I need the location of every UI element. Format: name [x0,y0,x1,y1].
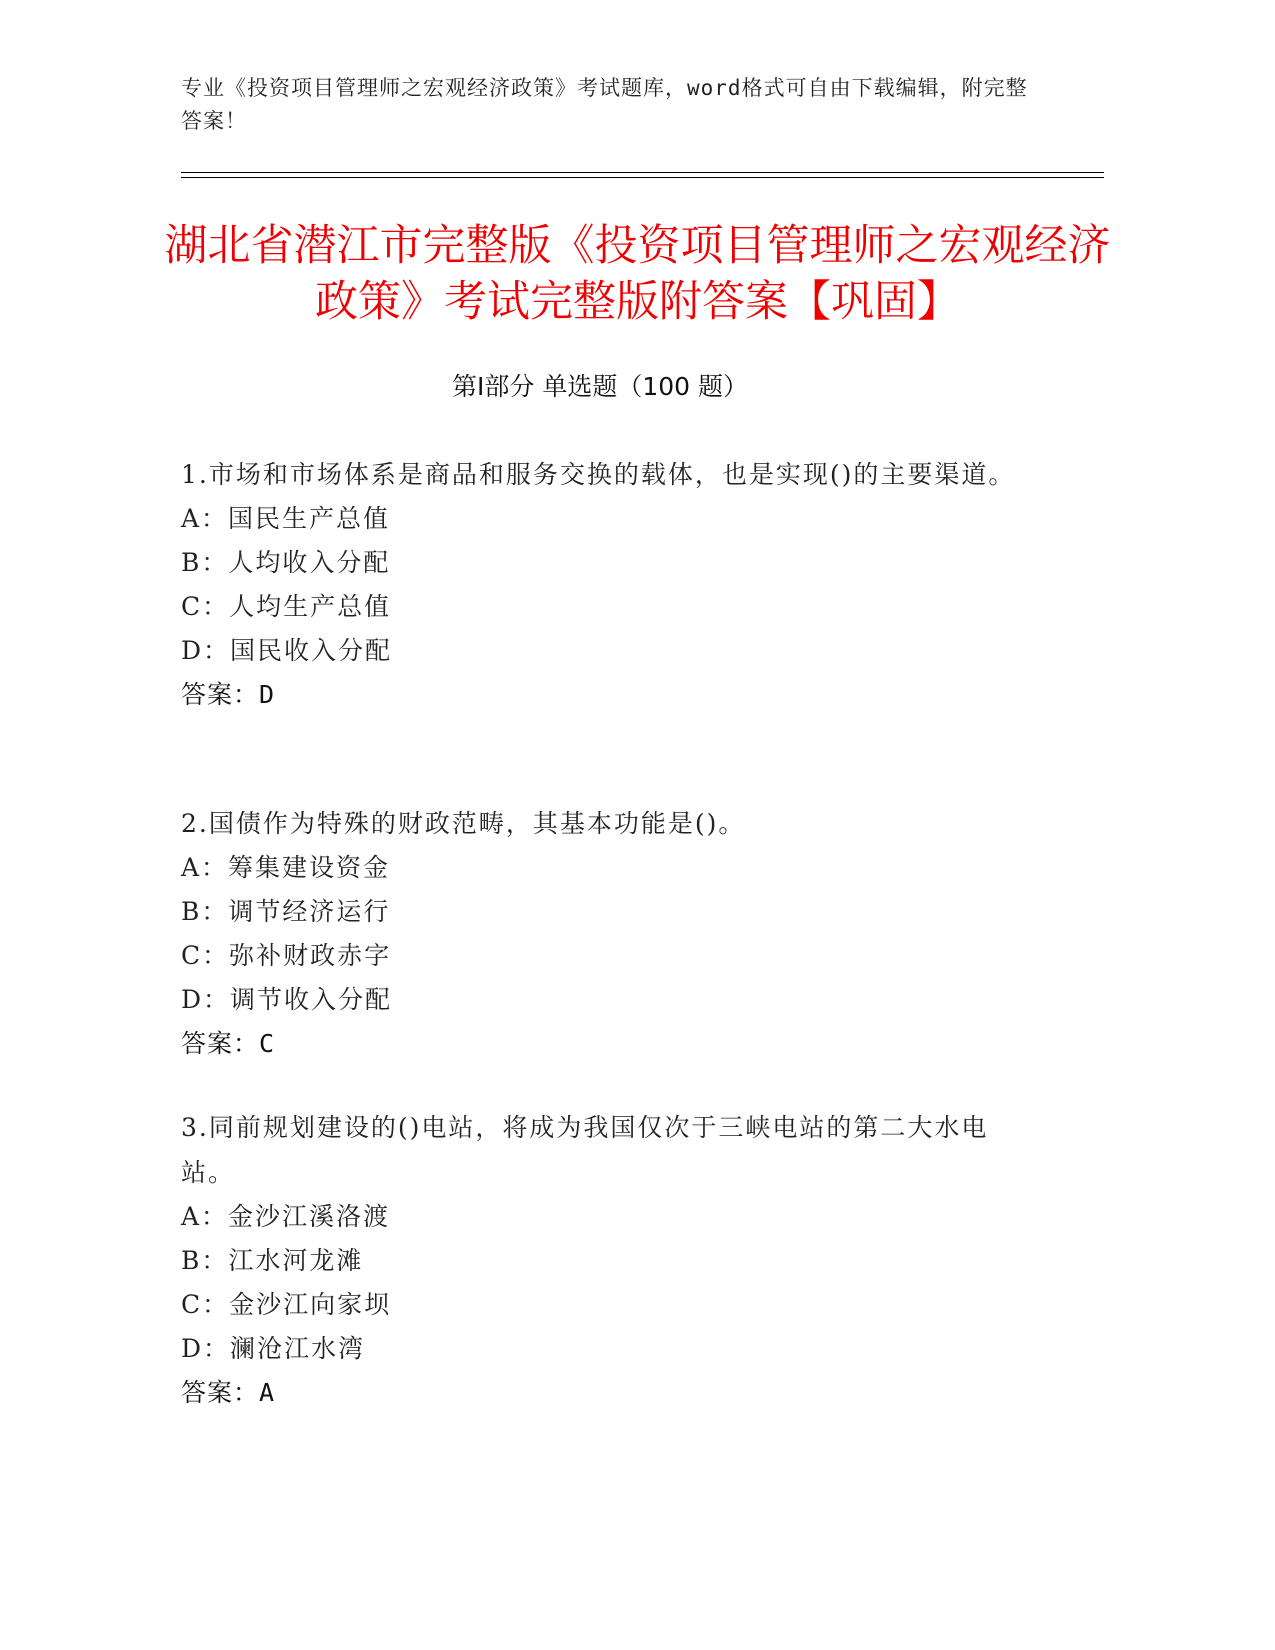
answer-label: 答案： [181,1378,260,1407]
option-a: A：国民生产总值 [181,504,391,533]
option-d: D：国民收入分配 [181,636,393,665]
question-stem: 3.同前规划建设的()电站，将成为我国仅次于三峡电站的第二大水电站。 [181,1113,989,1187]
header-note: 专业《投资项目管理师之宏观经济政策》考试题库，word格式可自由下载编辑，附完整答案！ [181,76,1028,133]
option-a: A：筹集建设资金 [181,853,391,882]
option-b: B：江水河龙滩 [181,1246,364,1275]
option-b: B：人均收入分配 [181,548,391,577]
option-d: D：调节收入分配 [181,985,393,1014]
document-title: 湖北省潜江市完整版《投资项目管理师之宏观经济政策》考试完整版附答案【巩固】 [164,221,1111,327]
option-c: C：人均生产总值 [181,592,392,621]
question-stem: 1.市场和市场体系是商品和服务交换的载体，也是实现()的主要渠道。 [181,460,1016,489]
answer-value: C [259,1029,276,1058]
answer-line [181,1371,1021,1415]
header-divider-bottom [181,177,1104,178]
answer-line [181,673,1021,717]
option-d: D：澜沧江水湾 [181,1334,366,1363]
answer-label: 答案： [181,1029,260,1058]
section-title: 第Ⅰ部分 单选题（100 题） [452,372,748,401]
answer-label: 答案： [181,680,260,709]
question-block [181,452,1021,717]
answer-value: A [259,1378,276,1407]
option-b: B：调节经济运行 [181,897,391,926]
option-c: C：金沙江向家坝 [181,1290,392,1319]
answer-line [181,1022,1021,1066]
answer-value: D [259,680,276,709]
question-block [181,801,1021,1066]
question-block [181,1105,1021,1415]
header-divider-top [181,172,1104,173]
question-stem: 2.国债作为特殊的财政范畴，其基本功能是()。 [181,809,746,838]
option-a: A：金沙江溪洛渡 [181,1202,391,1231]
option-c: C：弥补财政赤字 [181,941,392,970]
